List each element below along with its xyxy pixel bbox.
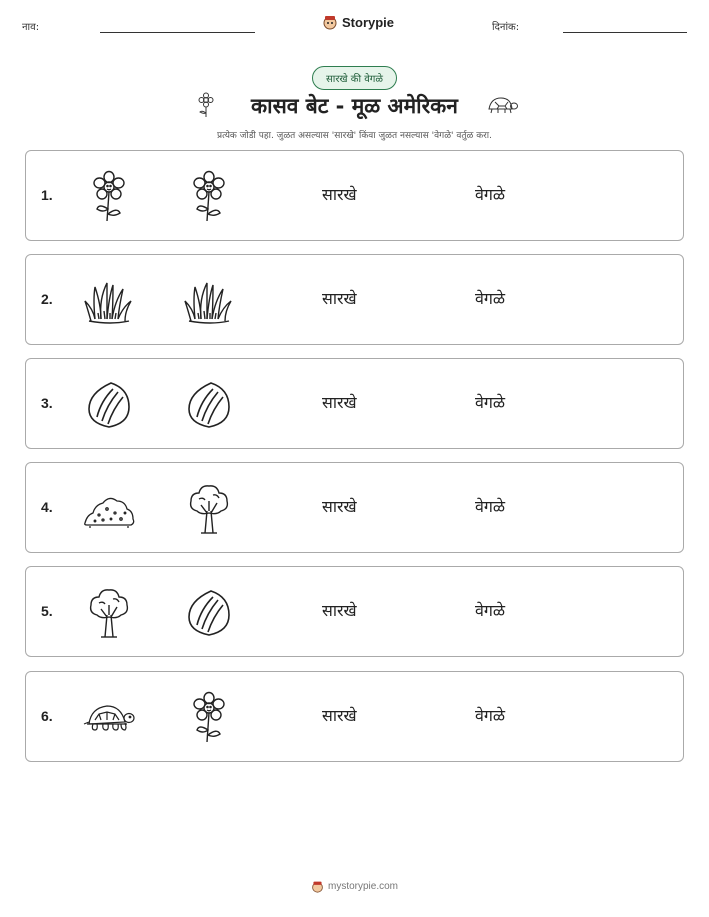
seed-icon [81, 377, 137, 433]
same-option[interactable]: सारखे [322, 497, 357, 516]
turtle-icon [81, 690, 137, 746]
different-option[interactable]: वेगळे [475, 706, 506, 725]
different-option[interactable]: वेगळे [475, 601, 506, 620]
different-option[interactable]: वेगळे [475, 393, 506, 412]
footer [0, 880, 709, 893]
question-number: 5. [41, 603, 53, 619]
date-label: दिनांक: [492, 22, 520, 33]
tree-icon [81, 585, 137, 641]
question-number: 4. [41, 499, 53, 515]
grass-icon [81, 273, 137, 329]
date-field[interactable] [563, 32, 687, 33]
question-row [25, 254, 684, 345]
question-row [25, 566, 684, 657]
flower-icon [181, 169, 237, 225]
question-number: 2. [41, 291, 53, 307]
seed-icon [181, 585, 237, 641]
name-field[interactable] [100, 32, 255, 33]
worksheet-header [22, 14, 687, 36]
dirt-pile-icon [81, 481, 137, 537]
brand-name: Storypie [342, 14, 395, 30]
flower-icon [181, 690, 237, 746]
same-option[interactable]: सारखे [322, 289, 357, 308]
page-title: कासव बेट - मूळ अमेरिकन [251, 94, 458, 118]
storypie-mascot-icon [322, 14, 338, 30]
turtle-icon [484, 94, 518, 120]
different-option[interactable]: वेगळे [475, 497, 506, 516]
different-option[interactable]: वेगळे [475, 185, 506, 204]
same-option[interactable]: सारखे [322, 601, 357, 620]
different-option[interactable]: वेगळे [475, 289, 506, 308]
question-row [25, 671, 684, 762]
brand-logo [322, 14, 394, 30]
instructions: प्रत्येक जोडी पहा. जुळत असल्यास 'सारखे' किंवा जुळत नसल्यास 'वेगळे' वर्तुळ करा. [216, 131, 492, 141]
question-number: 3. [41, 395, 53, 411]
title-row [0, 92, 709, 120]
question-number: 1. [41, 187, 53, 203]
same-option[interactable]: सारखे [322, 706, 357, 725]
same-option[interactable]: सारखे [322, 393, 357, 412]
question-row [25, 150, 684, 241]
grass-icon [181, 273, 237, 329]
flower-icon [81, 169, 137, 225]
question-number: 6. [41, 708, 53, 724]
name-label: नाव: [22, 22, 40, 33]
footer-url: mystorypie.com [327, 881, 398, 892]
question-row [25, 358, 684, 449]
tree-icon [181, 481, 237, 537]
same-option[interactable]: सारखे [322, 185, 357, 204]
storypie-mascot-icon [311, 880, 324, 893]
seed-icon [181, 377, 237, 433]
worksheet-type-badge: सारखे की वेगळे [312, 66, 397, 90]
question-row [25, 462, 684, 553]
